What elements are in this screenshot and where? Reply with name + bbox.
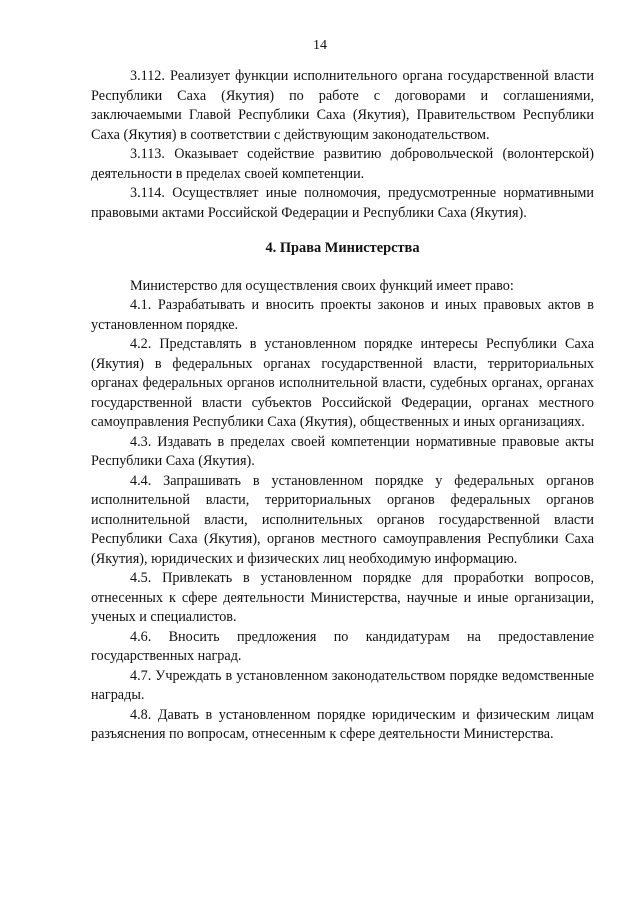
paragraph-3-114: 3.114. Осуществляет иные полномочия, предусмотренные нормативными правовыми актами Российской Федерации и Республики Саха (Якутия).	[91, 185, 594, 221]
paragraph-3-112: 3.112. Реализует функции исполнительного органа государственной власти Республики Саха (Якутия) по работе с договорами и соглашениями, заключаемыми Главой Республики Саха (Якутия), Правительством Республики Саха (Якутия) в соответствии с действующим законодательством.	[91, 68, 594, 143]
document-body	[91, 67, 594, 745]
right-4-4: 4.4. Запрашивать в установленном порядке у федеральных органов исполнительной власти, территориальных органов федеральных органов исполнительной власти, исполнительных органов государственной власти Республики Саха (Якутия), органов местного самоуправления Республики Саха (Якутия), юридических и физических лиц необходимую информацию.	[91, 472, 594, 567]
right-4-6: 4.6. Вносить предложения по кандидатурам на предоставление государственных наград.	[91, 628, 594, 664]
paragraph-3-113: 3.113. Оказывает содействие развитию добровольческой (волонтерской) деятельности в пределах своей компетенции.	[91, 146, 594, 182]
rights-intro: Министерство для осуществления своих функций имеет право:	[130, 277, 514, 294]
right-4-1: 4.1. Разрабатывать и вносить проекты законов и иных правовых актов в установленном порядке.	[91, 297, 594, 333]
spacer	[91, 223, 594, 239]
right-4-7: 4.7. Учреждать в установленном законодательством порядке ведомственные награды.	[91, 667, 594, 703]
spacer	[91, 259, 594, 277]
right-4-2: 4.2. Представлять в установленном порядке интересы Республики Саха (Якутия) в федеральных органах государственной власти, территориальных органах федеральных органов исполнительной власти, судебных органах, органах государственной власти субъектов Российской Федерации, органах местного самоуправления Республики Саха (Якутия), общественных и иных организациях.	[91, 336, 594, 430]
right-4-8: 4.8. Давать в установленном порядке юридическим и физическим лицам разъяснения по вопросам, отнесенным к сфере деятельности Министерства.	[91, 706, 594, 742]
right-4-3: 4.3. Издавать в пределах своей компетенции нормативные правовые акты Республики Саха (Якутия).	[91, 433, 594, 469]
section-heading: 4. Права Министерства	[265, 240, 420, 256]
right-4-5: 4.5. Привлекать в установленном порядке для проработки вопросов, отнесенных к сфере деятельности Министерства, научные и иные организации, ученых и специалистов.	[91, 570, 594, 625]
page-number: 14	[313, 38, 327, 53]
